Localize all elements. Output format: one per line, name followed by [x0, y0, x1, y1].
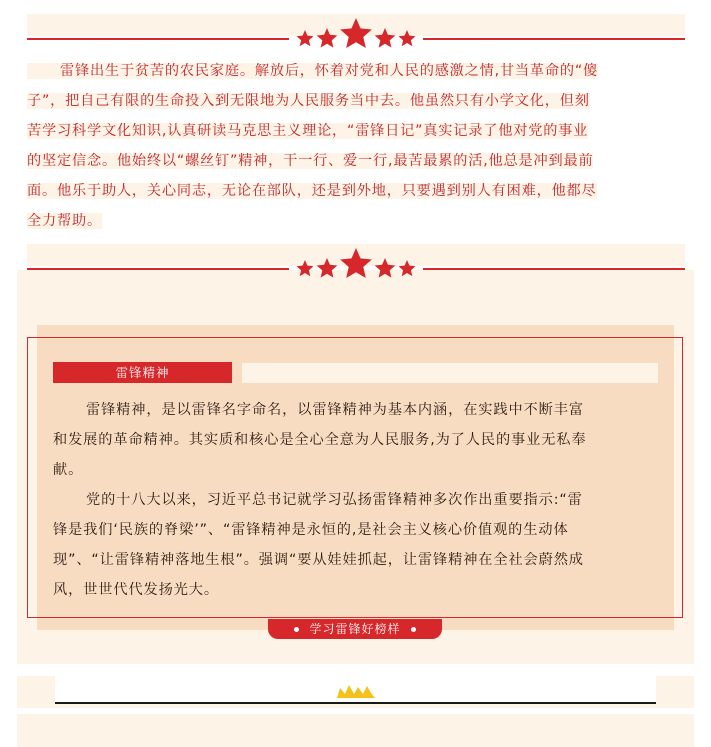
para1-line: 雷锋精神，是以雷锋名字命名，以雷锋精神为基本内涵，在实践中不断丰富 — [86, 402, 584, 418]
section-body — [53, 395, 663, 605]
crown-icon — [337, 684, 375, 698]
intro-line: 的坚定信念。他始终以“螺丝钉”精神，干一行、爱一行,最苦最累的活,他总是冲到最前 — [27, 153, 594, 169]
five-stars-icon — [295, 18, 417, 54]
star-divider-middle — [27, 248, 685, 288]
section-tag: 雷锋精神 — [53, 362, 232, 383]
divider-line-right — [423, 38, 685, 40]
divider-line-left — [27, 268, 289, 270]
para2-line: 风，世世代代发扬光大。 — [53, 582, 219, 598]
intro-line: 子”，把自己有限的生命投入到无限地为人民服务当中去。他虽然只有小学文化，但刻 — [27, 93, 590, 109]
intro-line: 面。他乐于助人，关心同志，无论在部队，还是到外地，只要遇到别人有困难，他都尽 — [27, 183, 597, 199]
dot-icon — [294, 627, 299, 632]
intro-paragraph — [27, 56, 685, 230]
five-stars-icon — [295, 248, 417, 284]
star-divider-top — [27, 18, 685, 58]
footer-pill-label: 学习雷锋好榜样 — [309, 622, 401, 636]
intro-line: 雷锋出生于贫苦的农民家庭。解放后，怀着对党和人民的感激之情,甘当革命的“傻 — [60, 63, 599, 79]
para1-line: 献。 — [53, 462, 84, 478]
bottom-black-line — [55, 702, 656, 704]
para2-line: 现”、“让雷锋精神落地生根”。强调“要从娃娃抓起，让雷锋精神在全社会蔚然成 — [53, 552, 584, 568]
para2-line: 锋是我们‘民族的脊梁’”、“雷锋精神是永恒的,是社会主义核心价值观的生动体 — [53, 522, 569, 538]
footer-pill — [268, 619, 442, 639]
para1-line: 和发展的革命精神。其实质和核心是全心全意为人民服务,为了人民的事业无私奉 — [53, 432, 587, 448]
dot-icon — [411, 627, 416, 632]
paragraph-1 — [53, 395, 663, 485]
section-tag-bar — [242, 363, 658, 383]
divider-line-left — [27, 38, 289, 40]
intro-line: 苦学习科学文化知识,认真研读马克思主义理论，“雷锋日记”真实记录了他对党的事业 — [27, 123, 589, 139]
intro-line: 全力帮助。 — [27, 213, 102, 229]
divider-line-right — [423, 268, 685, 270]
bottom-gap — [17, 708, 694, 714]
paragraph-2 — [53, 485, 663, 605]
para2-line: 党的十八大以来，习近平总书记就学习弘扬雷锋精神多次作出重要指示:“雷 — [86, 492, 583, 508]
